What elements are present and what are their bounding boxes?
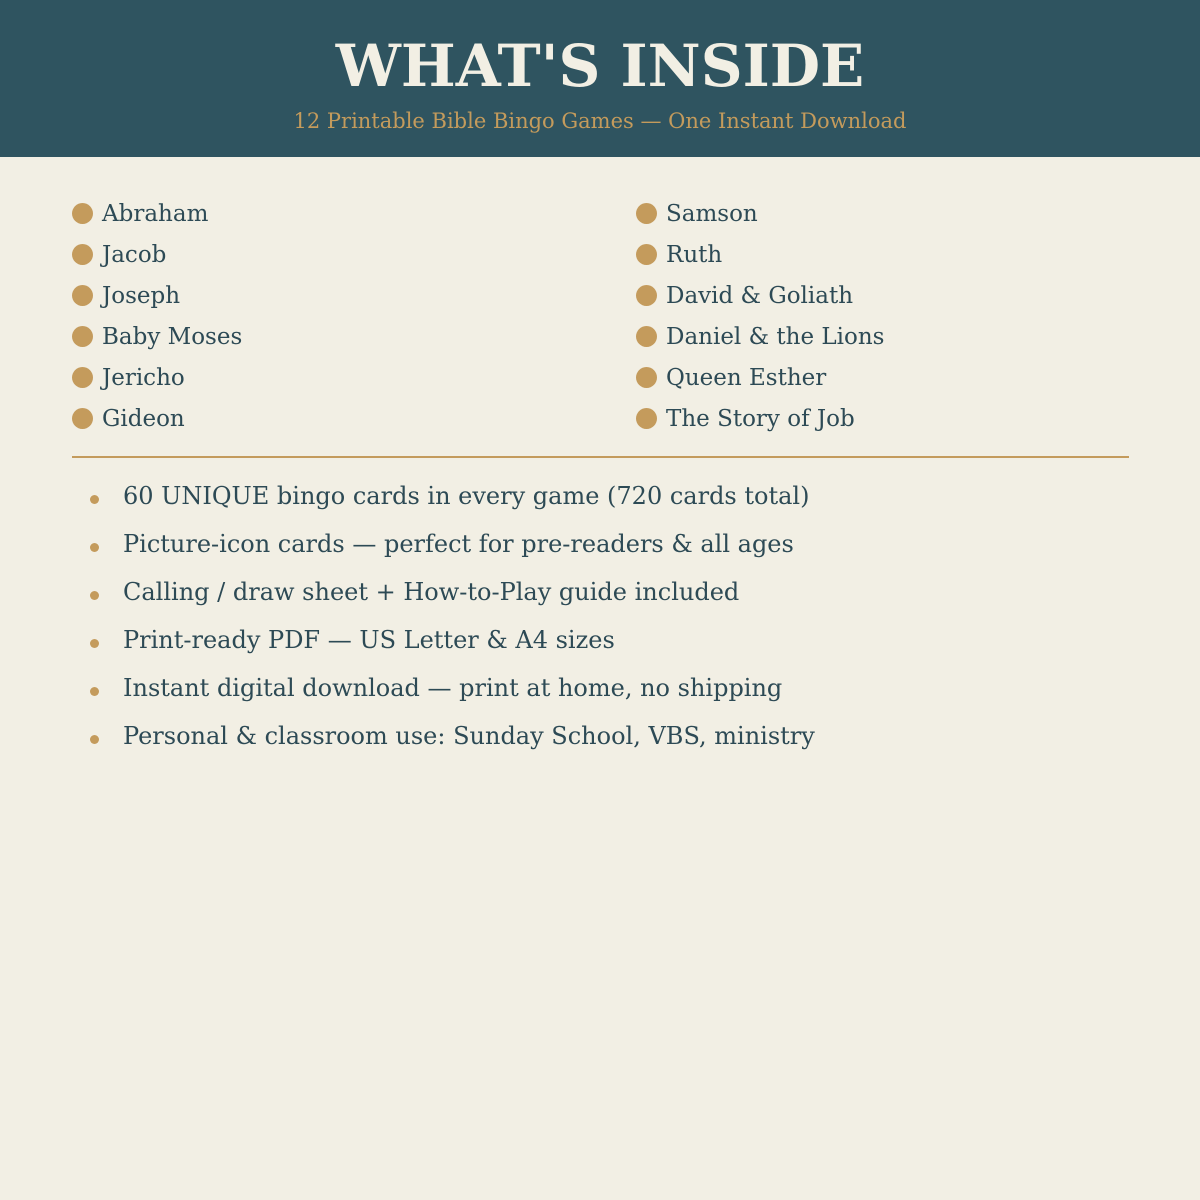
- page-subtitle: 12 Printable Bible Bingo Games — One Instant Download: [293, 109, 907, 133]
- small-bullet-icon: [90, 543, 99, 552]
- bullet-dot-icon: [636, 367, 657, 388]
- bullet-dot-icon: [636, 326, 657, 347]
- bullet-dot-icon: [636, 408, 657, 429]
- games-column-left: [72, 193, 242, 439]
- game-item: [636, 193, 884, 234]
- game-item: [636, 357, 884, 398]
- game-item: [636, 275, 884, 316]
- game-label: Samson: [666, 200, 758, 227]
- features-list: [90, 472, 1130, 760]
- bullet-dot-icon: [72, 408, 93, 429]
- game-item: [72, 234, 242, 275]
- header-banner: [0, 0, 1200, 157]
- small-bullet-icon: [90, 591, 99, 600]
- game-item: [72, 398, 242, 439]
- feature-label: Personal & classroom use: Sunday School, VBS, ministry: [123, 722, 815, 750]
- game-label: Jacob: [102, 241, 167, 268]
- game-label: The Story of Job: [666, 405, 855, 432]
- feature-item: [90, 616, 1130, 664]
- bullet-dot-icon: [72, 367, 93, 388]
- game-item: [636, 398, 884, 439]
- feature-item: [90, 472, 1130, 520]
- page-title: WHAT'S INSIDE: [335, 32, 865, 100]
- game-label: Abraham: [102, 200, 209, 227]
- feature-item: [90, 712, 1130, 760]
- small-bullet-icon: [90, 639, 99, 648]
- bullet-dot-icon: [72, 285, 93, 306]
- small-bullet-icon: [90, 687, 99, 696]
- bullet-dot-icon: [72, 203, 93, 224]
- game-label: David & Goliath: [666, 282, 854, 309]
- small-bullet-icon: [90, 735, 99, 744]
- game-label: Daniel & the Lions: [666, 323, 885, 350]
- bullet-dot-icon: [636, 244, 657, 265]
- game-label: Joseph: [102, 282, 181, 309]
- feature-item: [90, 520, 1130, 568]
- bullet-dot-icon: [636, 203, 657, 224]
- game-item: [72, 275, 242, 316]
- game-item: [72, 316, 242, 357]
- game-label: Queen Esther: [666, 364, 827, 391]
- game-label: Baby Moses: [102, 323, 243, 350]
- feature-label: Calling / draw sheet + How-to-Play guide included: [123, 578, 740, 606]
- game-item: [72, 357, 242, 398]
- feature-item: [90, 568, 1130, 616]
- game-label: Gideon: [102, 405, 185, 432]
- game-label: Jericho: [102, 364, 185, 391]
- games-column-right: [636, 193, 884, 439]
- feature-label: Picture-icon cards — perfect for pre-readers & all ages: [123, 530, 794, 558]
- feature-label: Instant digital download — print at home, no shipping: [123, 674, 783, 702]
- game-item: [636, 316, 884, 357]
- feature-label: Print-ready PDF — US Letter & A4 sizes: [123, 626, 615, 654]
- bullet-dot-icon: [636, 285, 657, 306]
- game-item: [636, 234, 884, 275]
- bullet-dot-icon: [72, 244, 93, 265]
- feature-label: 60 UNIQUE bingo cards in every game (720 cards total): [123, 482, 810, 510]
- game-item: [72, 193, 242, 234]
- small-bullet-icon: [90, 495, 99, 504]
- bullet-dot-icon: [72, 326, 93, 347]
- game-label: Ruth: [666, 241, 723, 268]
- section-divider: [72, 456, 1129, 458]
- feature-item: [90, 664, 1130, 712]
